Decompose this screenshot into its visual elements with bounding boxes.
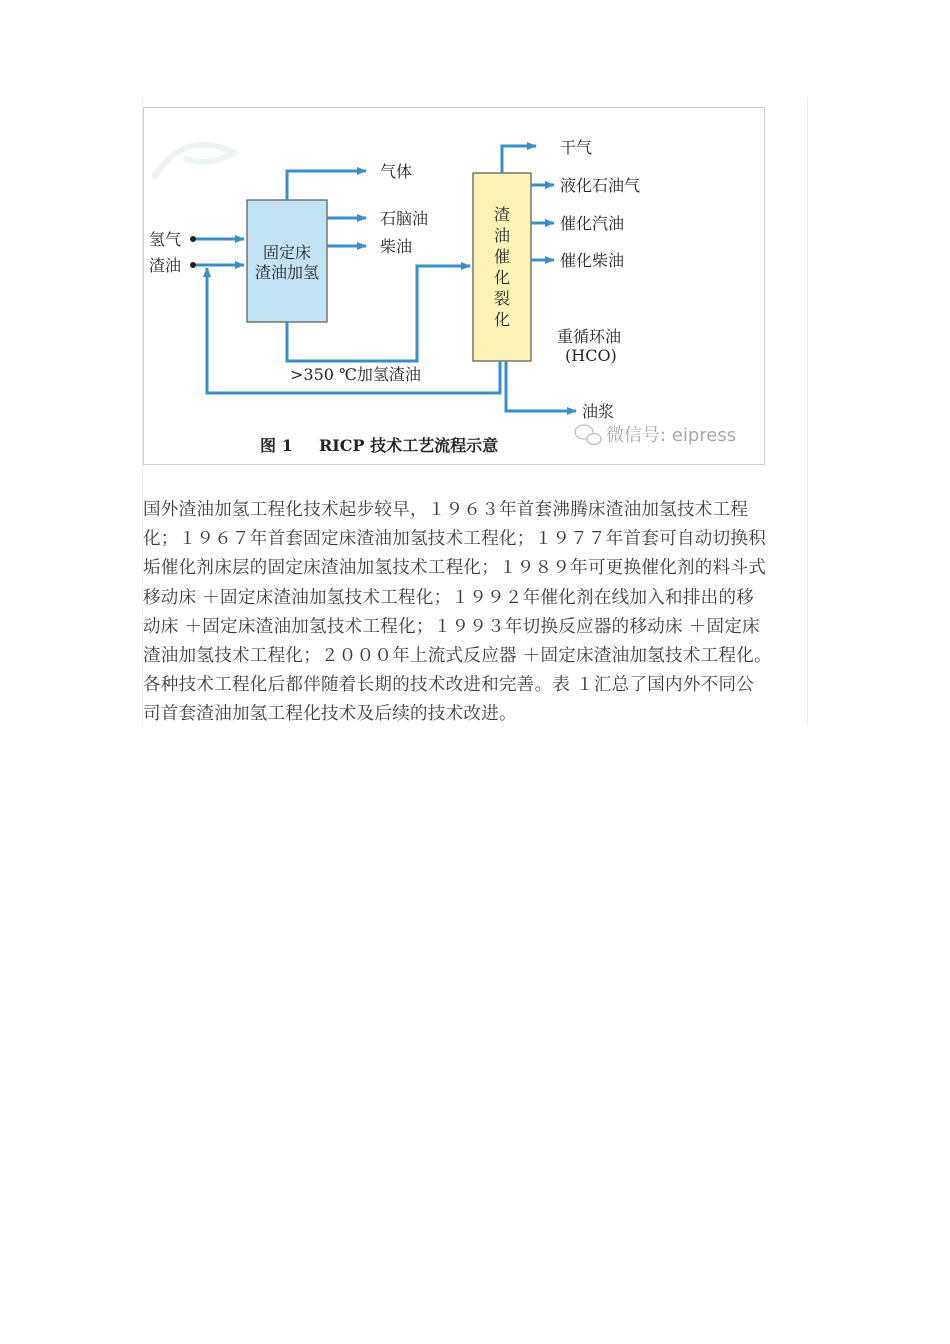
paragraph-line: 动床 ＋固定床渣油加氢技术工程化；１９９３年切换反应器的移动床 ＋固定床 [143, 616, 760, 637]
paragraph-line: 司首套渣油加氢工程化技术及后续的技术改进。 [143, 704, 517, 725]
gas-output-arrow [287, 171, 366, 200]
label-residue: 渣油 [149, 256, 182, 275]
fcc-char-4: 化 [493, 268, 511, 287]
wechat-watermark [575, 425, 736, 446]
label-fixed-bed-line2: 渣油加氢 [254, 263, 320, 282]
residue-dot [190, 262, 196, 268]
label-dry-gas: 干气 [560, 138, 593, 157]
label-hco-line2: (HCO) [565, 346, 617, 365]
label-naphtha: 石脑油 [380, 209, 429, 228]
fcc-char-1: 渣 [493, 205, 511, 224]
label-fixed-bed-line1: 固定床 [262, 243, 312, 262]
figure-caption-title: RICP 技术工艺流程示意 [319, 436, 499, 455]
label-hydrogen: 氢气 [149, 230, 182, 249]
watermark-text: 微信号: eipress [606, 425, 737, 446]
label-fcc-diesel: 催化柴油 [560, 251, 625, 270]
figure-caption-prefix: 图 1 [260, 436, 293, 455]
slurry-arrow [506, 361, 576, 411]
label-lpg: 液化石油气 [560, 176, 641, 195]
label-fcc-gasoline: 催化汽油 [560, 214, 625, 233]
label-hydro-residue: >350 ℃加氢渣油 [290, 365, 421, 384]
paragraph-line: 国外渣油加氢工程化技术起步较早，１９６３年首套沸腾床渣油加氢技术工程 [143, 500, 749, 520]
paragraph-line: 各种技术工程化后都伴随着长期的技术改进和完善。表 １汇总了国内外不同公 [143, 675, 755, 696]
label-gas: 气体 [380, 162, 413, 181]
paragraph-line: 移动床 ＋固定床渣油加氢技术工程化；１９９２年催化剂在线加入和排出的移 [143, 587, 755, 608]
paragraph-line: 渣油加氢技术工程化；２０００年上流式反应器 ＋固定床渣油加氢技术工程化。 [143, 646, 772, 667]
fcc-char-5: 裂 [493, 289, 511, 308]
label-slurry: 油浆 [582, 402, 615, 421]
decorative-swirl [154, 145, 234, 178]
body-paragraph [143, 496, 811, 730]
fcc-char-3: 催 [493, 247, 511, 266]
hydrogen-dot [190, 236, 196, 242]
paragraph-line: 化；１９６７年首套固定床渣油加氢技术工程化；１９７７年首套可自动切换积 [143, 529, 766, 550]
process-flow-figure [143, 107, 765, 465]
label-hco-line1: 重循环油 [557, 327, 622, 346]
fcc-unit-box [473, 173, 531, 361]
fcc-char-2: 油 [493, 226, 511, 245]
paragraph-line: 垢催化剂床层的固定床渣油加氢技术工程化；１９８９年可更换催化剂的料斗式 [143, 558, 766, 579]
dry-gas-arrow [502, 146, 536, 173]
fcc-char-6: 化 [493, 310, 511, 329]
flow-diagram [144, 108, 764, 464]
label-diesel: 柴油 [380, 237, 413, 256]
